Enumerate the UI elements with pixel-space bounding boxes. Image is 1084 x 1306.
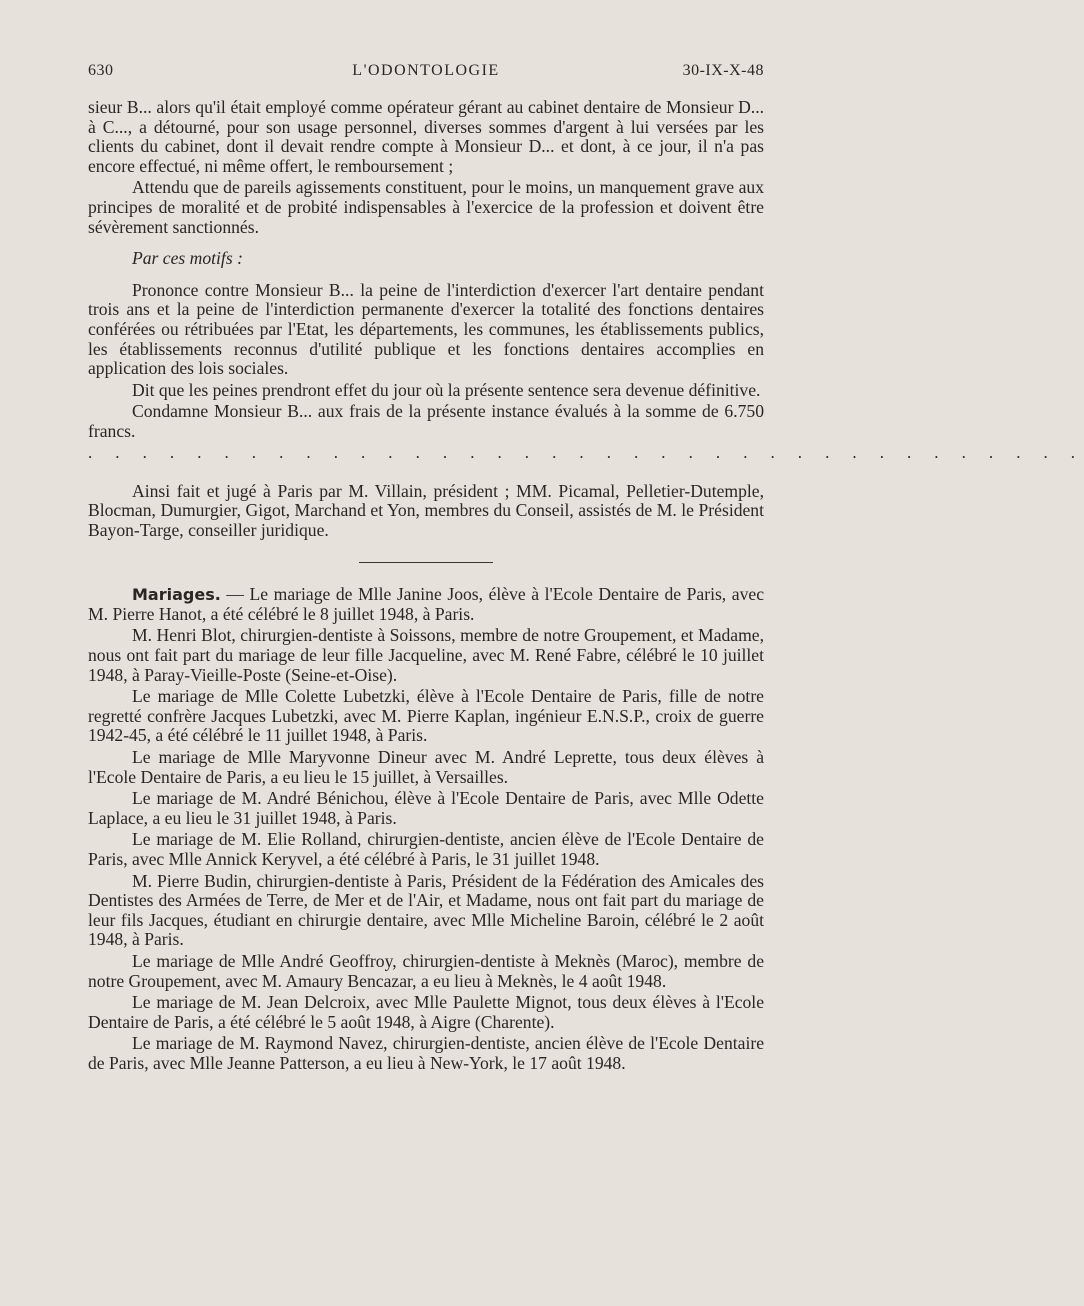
article-body bbox=[88, 97, 1084, 1074]
mariages-intro: Mariages. — Le mariage de Mlle Janine Joos, élève à l'Ecole Dentaire de Paris, avec M. Pierre Hanot, a été célébré le 8 juillet 1948, à Paris. bbox=[88, 584, 764, 624]
journal-title: L'ODONTOLOGIE bbox=[352, 62, 500, 79]
issue-date: 30-IX-X-48 bbox=[682, 62, 764, 79]
mariage-item: Le mariage de Mlle Colette Lubetzki, élève à l'Ecole Dentaire de Paris, fille de notre regretté confrère Jacques Lubetzki, avec M. Pierre Kaplan, ingénieur E.N.S.P., croix de guerre 1942-45, a été célébré le 11 juillet 1948, à Paris. bbox=[88, 686, 764, 746]
paragraph-condamne: Condamne Monsieur B... aux frais de la présente instance évalués à la somme de 6.750 francs. bbox=[88, 401, 764, 441]
paragraph-dit: Dit que les peines prendront effet du jour où la présente sentence sera devenue définitive. bbox=[132, 379, 761, 400]
mariage-item: Le mariage de Mlle André Geoffroy, chirurgien-dentiste à Meknès (Maroc), membre de notre Groupement, avec M. Amaury Bencazar, a eu lieu à Meknès, le 4 août 1948. bbox=[88, 950, 764, 991]
mariages-heading: Mariages. bbox=[132, 585, 221, 605]
running-header bbox=[88, 62, 764, 86]
mariages-list bbox=[88, 626, 764, 1073]
mariage-item: Le mariage de M. Raymond Navez, chirurgien-dentiste, ancien élève de l'Ecole Dentaire de Paris, avec Mlle Jeanne Patterson, a eu lieu à New-York, le 17 août 1948. bbox=[88, 1033, 764, 1073]
page-number: 630 bbox=[88, 62, 114, 79]
paragraph-attendu: Attendu que de pareils agissements constituent, pour le moins, un manquement grave aux principes de moralité et de probité indispensables à l'exercice de la profession et doivent être sévèrement sanctionnés. bbox=[88, 177, 764, 237]
mariage-item: Le mariage de M. André Bénichou, élève à l'Ecole Dentaire de Paris, avec Mlle Odette Laplace, a eu lieu le 31 juillet 1948, à Paris. bbox=[88, 788, 764, 828]
paragraph-ainsi-fait: Ainsi fait et jugé à Paris par M. Villain, président ; MM. Picamal, Pelletier-Dutemple, Blocman, Dumurgier, Gigot, Marchand et Yon, membres du Conseil, assistés de M. le Président Bayon-Targe, conseiller juridique. bbox=[88, 480, 764, 540]
mariage-item: Le mariage de Mlle Maryvonne Dineur avec M. André Leprette, tous deux élèves à l'Ecole Dentaire de Paris, a eu lieu le 15 juillet, à Versailles. bbox=[88, 747, 764, 787]
mariage-item: Le mariage de M. Elie Rolland, chirurgien-dentiste, ancien élève de l'Ecole Dentaire de Paris, avec Mlle Annick Keryvel, a été célébré à Paris, le 31 juillet 1948. bbox=[88, 829, 764, 869]
paragraph-prononce: Prononce contre Monsieur B... la peine de l'interdiction d'exercer l'art dentaire pendant trois ans et la peine de l'interdiction permanente d'exercer la totalité des fonctions dentaires conférées ou rétribuées par l'Etat, les départements, les communes, les établissements publics, les établissements reconnus d'utilité publique et les fonctions dentaires accomplies en application des lois sociales. bbox=[88, 279, 764, 379]
paragraph-continuation: sieur B... alors qu'il était employé comme opérateur gérant au cabinet dentaire de Monsieur D... à C..., a détourné, pour son usage personnel, diverses sommes d'argent à lui versées par les clients du cabinet, dont il devait rendre compte à Monsieur D... et dont, à ce jour, il n'a pas encore effectué, ni même offert, le remboursement ; bbox=[88, 97, 764, 176]
mariage-item: Le mariage de M. Jean Delcroix, avec Mlle Paulette Mignot, tous deux élèves à l'Ecole Dentaire de Paris, a été célébré le 5 août 1948, à Aigre (Charente). bbox=[88, 992, 764, 1032]
section-divider bbox=[359, 562, 493, 563]
dot-leader: . . . . . . . . . . . . . . . . . . . . . . . . . . . . . . . . . . . . . bbox=[88, 442, 1084, 462]
mariage-item: M. Henri Blot, chirurgien-dentiste à Soissons, membre de notre Groupement, et Madame, nous ont fait part du mariage de leur fille Jacqueline, avec M. René Fabre, célébré le 10 juillet 1948, à Paray-Vieille-Poste (Seine-et-Oise). bbox=[88, 625, 764, 685]
mariage-item: M. Pierre Budin, chirurgien-dentiste à Paris, Président de la Fédération des Amicales des Dentistes des Armées de Terre, de Mer et de l'Air, et Madame, nous ont fait part du mariage de leur fils Jacques, étudiant en chirurgie dentaire, avec Mlle Micheline Baroin, célébré le 2 août 1948, à Paris. bbox=[88, 870, 764, 950]
motifs-heading: Par ces motifs : bbox=[132, 248, 243, 269]
